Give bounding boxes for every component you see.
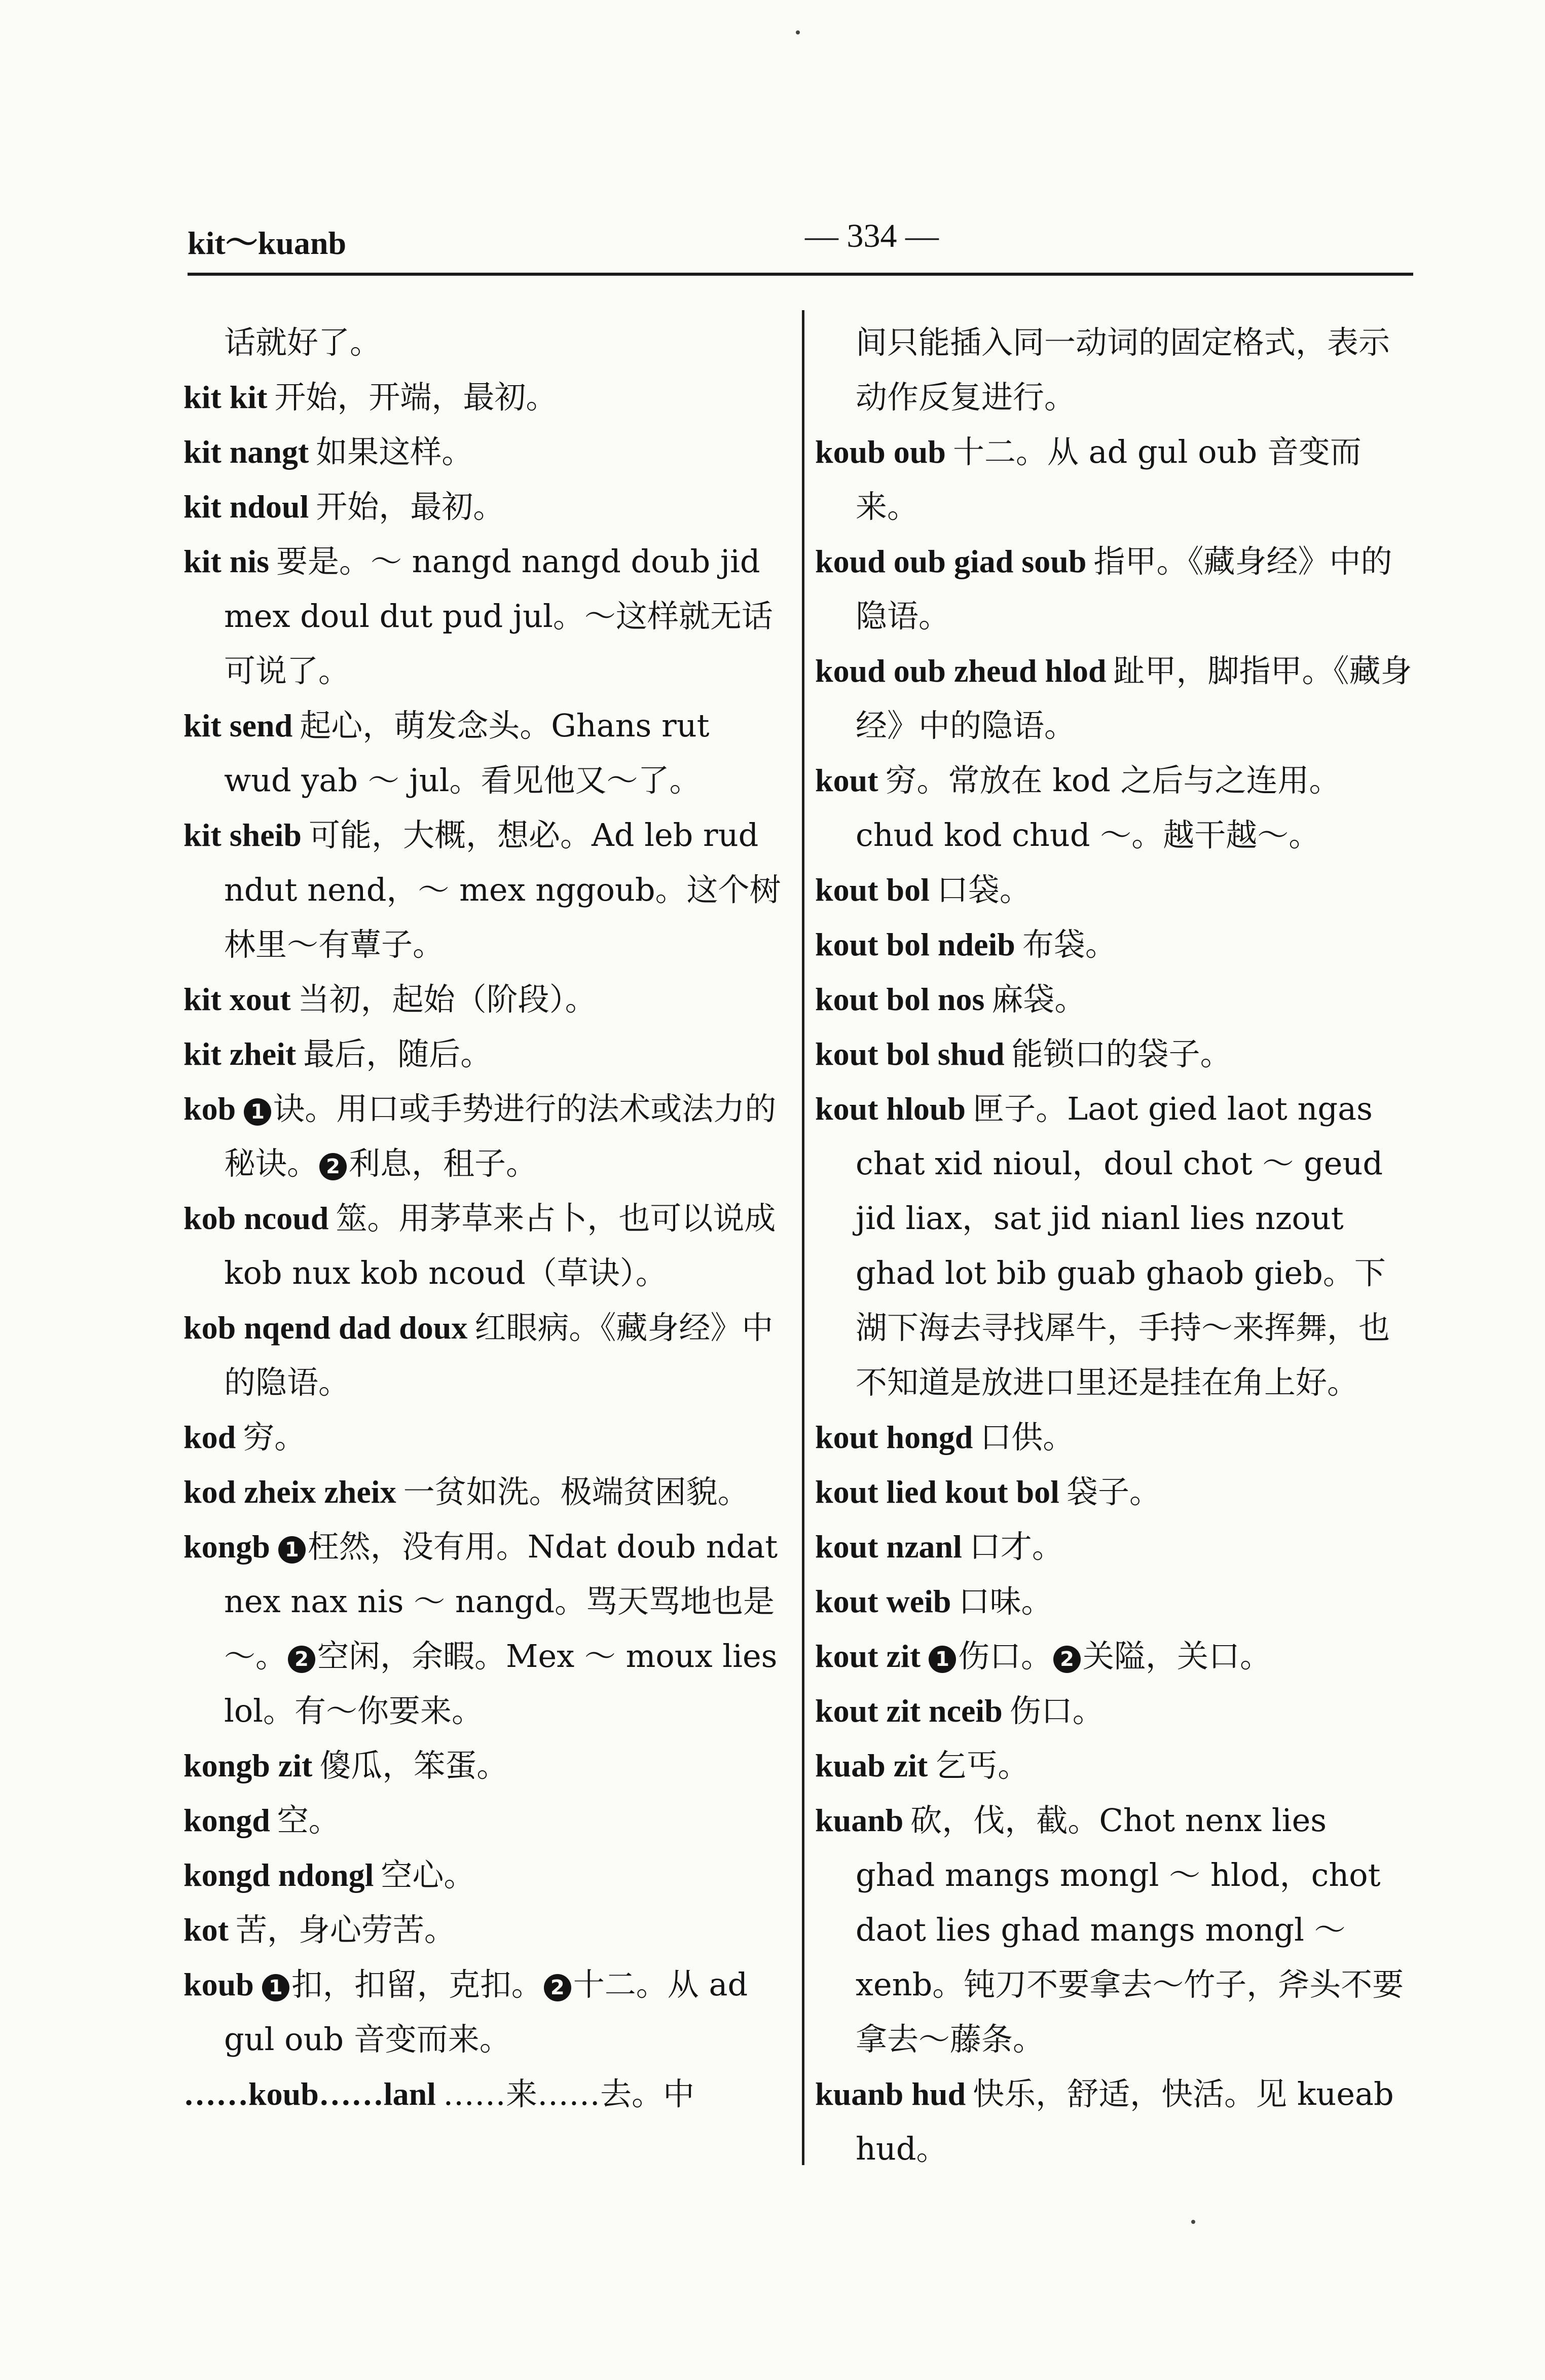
entry-headword: kout lied kout bol [815, 1474, 1059, 1510]
sense-number-badge: 1 [244, 1098, 271, 1126]
entry-headword: kod zheix zheix [183, 1474, 396, 1510]
sense-number-badge: 1 [262, 1974, 289, 2001]
dictionary-entry [183, 1082, 782, 1191]
entry-definition: 傻瓜，笨蛋。 [319, 1747, 508, 1784]
dictionary-entry [183, 370, 782, 425]
entry-headword: kob nqend dad doux [183, 1310, 468, 1346]
dictionary-entry [183, 425, 782, 479]
entry-definition: 空闲，余暇。Mex ～ moux lies lol。有～你要来。 [224, 1638, 778, 1729]
dictionary-entry [815, 1738, 1413, 1793]
entry-definition: 砍，伐，截。Chot nenx lies ghad mangs mongl ～ hlod，chot daot lies ghad mangs mongl ～ xenb。钝刀不要拿去～竹子，斧头不要拿去～藤条。 [856, 1802, 1404, 2058]
entry-headword: koub oub [815, 434, 946, 470]
dictionary-entry [815, 917, 1413, 972]
dictionary-entry [815, 863, 1413, 917]
running-head [188, 213, 1413, 269]
entry-definition: 十二。从 ad gul oub 音变而来。 [224, 1966, 748, 2058]
dictionary-entry [183, 808, 782, 972]
entry-definition: 袋子。 [1066, 1473, 1161, 1510]
dictionary-entry [815, 753, 1413, 863]
entry-headword: kit nis [183, 543, 269, 579]
entry-definition: 红眼病。《藏身经》中的隐语。 [224, 1309, 774, 1401]
entry-headword: kout zit [815, 1638, 921, 1674]
entry-headword: kit ndoul [183, 489, 309, 525]
entry-headword: kout nzanl [815, 1529, 962, 1565]
entry-headword: kongd [183, 1802, 270, 1838]
entry-definition: 关隘，关口。 [1083, 1638, 1272, 1675]
entry-headword: kout bol shud [815, 1036, 1005, 1072]
entry-headword: kongd ndongl [183, 1857, 374, 1893]
sense-number-badge: 2 [544, 1974, 571, 2001]
sense-number-badge: 2 [1053, 1646, 1081, 1673]
dictionary-entry [183, 1191, 782, 1300]
speck-mark [1191, 2220, 1195, 2224]
entry-definition: 起心，萌发念头。Ghans rut wud yab ～ jul。看见他又～了。 [224, 707, 710, 799]
dictionary-entry [815, 972, 1413, 1027]
entry-headword: kob ncoud [183, 1200, 329, 1236]
entry-definition: 当初，起始（阶段）。 [298, 981, 597, 1018]
dictionary-entry [183, 1300, 782, 1410]
entry-headword: kit xout [183, 981, 291, 1017]
left-column [183, 315, 782, 2122]
entry-continuation [815, 315, 1413, 425]
entry-headword: koud oub giad soub [815, 543, 1087, 579]
dictionary-entry [815, 534, 1413, 644]
entry-definition: 快乐，舒适，快活。见 kueab hud。 [856, 2075, 1394, 2167]
dictionary-entry [183, 1848, 782, 1903]
sense-number-badge: 1 [278, 1536, 306, 1564]
entry-definition: 筮。用茅草来占卜，也可以说成 kob nux kob ncoud（草诀）。 [224, 1200, 776, 1291]
entry-headword: kongb [183, 1529, 270, 1565]
dictionary-entry [815, 1465, 1413, 1519]
entry-definition: 苦，身心劳苦。 [235, 1911, 456, 1948]
entry-definition: 麻袋。 [991, 981, 1086, 1018]
entry-headword: kongb zit [183, 1747, 313, 1783]
sense-number-badge: 1 [929, 1646, 956, 1673]
entry-definition: 口袋。 [936, 871, 1031, 908]
dictionary-entry [183, 479, 782, 534]
dictionary-entry [183, 972, 782, 1027]
dictionary-entry [183, 2067, 782, 2122]
entry-headword: koub [183, 1966, 254, 2002]
entry-definition: 口供。 [980, 1419, 1075, 1456]
dictionary-entry [815, 1082, 1413, 1410]
entry-definition: ……来……去。中 [443, 2075, 694, 2112]
entry-headword: kout bol [815, 872, 930, 908]
entry-headword: kuanb hud [815, 2076, 966, 2112]
speck-mark [796, 30, 800, 34]
entry-headword: kob [183, 1091, 236, 1127]
entry-definition: 最后，随后。 [303, 1035, 492, 1072]
entry-headword: kit zheit [183, 1036, 297, 1072]
entry-headword: kit send [183, 708, 293, 743]
entry-headword: kout hongd [815, 1419, 973, 1455]
dictionary-entry [815, 1684, 1413, 1738]
dictionary-entry [815, 1519, 1413, 1574]
dictionary-entry [815, 1027, 1413, 1082]
entry-headword: kit kit [183, 379, 268, 415]
entry-definition: 话就好了。 [224, 324, 382, 361]
entry-definition: 布袋。 [1022, 926, 1117, 963]
entry-definition: 伤口。 [958, 1638, 1053, 1675]
entry-definition: 开始，最初。 [316, 488, 505, 525]
dictionary-entry [183, 1465, 782, 1519]
dictionary-entry [815, 425, 1413, 534]
entry-definition: 利息，租子。 [349, 1145, 538, 1182]
entry-definition: 乞丐。 [935, 1747, 1029, 1784]
entry-definition: 能锁口的袋子。 [1011, 1035, 1232, 1072]
entry-headword: kout [815, 762, 878, 798]
dictionary-entry [815, 2067, 1413, 2176]
entry-headword: kuanb [815, 1802, 904, 1838]
dictionary-entry [183, 698, 782, 808]
dictionary-entry [815, 1410, 1413, 1465]
entry-headword: kuab zit [815, 1747, 928, 1783]
entry-headword: kout bol ndeib [815, 926, 1015, 962]
entry-headword: ……koub……lanl [183, 2076, 436, 2112]
dictionary-entry [183, 1410, 782, 1465]
entry-definition: 伤口。 [1009, 1692, 1104, 1729]
entry-definition: 要是。～ nangd nangd doub jid mex doul dut pud jul。～这样就无话可说了。 [224, 543, 773, 689]
entry-definition: 空心。 [381, 1856, 475, 1893]
dictionary-entry [815, 1629, 1413, 1684]
entry-definition: 指甲。《藏身经》中的隐语。 [856, 543, 1392, 635]
header-rule [188, 273, 1413, 276]
entry-headword: kout zit nceib [815, 1693, 1003, 1729]
entry-continuation [183, 315, 782, 370]
entry-headword: kout weib [815, 1583, 951, 1619]
entry-definition: 十二。从 ad gul oub 音变而来。 [856, 433, 1362, 525]
entry-headword: kot [183, 1912, 229, 1948]
dictionary-entry [183, 534, 782, 698]
entry-definition: 枉然，没有用。Ndat doub ndat nex nax nis ～ nangd。骂天骂地也是～。 [224, 1528, 778, 1675]
entry-definition: 扣，扣留，克扣。 [291, 1966, 543, 2003]
dictionary-entry [183, 1903, 782, 1957]
entry-headword: kod [183, 1419, 236, 1455]
dictionary-entry [183, 1519, 782, 1738]
guide-words: kit～kuanb [188, 225, 347, 261]
entry-definition: 如果这样。 [316, 433, 473, 470]
entry-definition: 穷。 [243, 1419, 306, 1456]
entry-definition: 诀。用口或手势进行的法术或法力的秘诀。 [224, 1090, 777, 1182]
entry-definition: 口味。 [958, 1583, 1053, 1620]
dictionary-entry [183, 1957, 782, 2067]
entry-headword: koud oub zheud hlod [815, 653, 1107, 689]
dictionary-entry [183, 1793, 782, 1848]
entry-definition: 趾甲，脚指甲。《藏身经》中的隐语。 [856, 652, 1412, 744]
entry-definition: 开始，开端，最初。 [274, 379, 558, 416]
entry-headword: kit nangt [183, 434, 309, 470]
entry-definition: 可能，大概，想必。Ad leb rud ndut nend，～ mex nggoub。这个树林里～有蕈子。 [224, 816, 781, 963]
sense-number-badge: 2 [319, 1153, 347, 1180]
right-column [815, 315, 1413, 2176]
dictionary-entry [815, 1574, 1413, 1629]
entry-definition: 匣子。Laot gied laot ngas chat xid nioul，doul chot ～ geud jid liax，sat jid nianl lies nzout ghad lot bib guab ghaob gieb。下湖下海去寻找犀牛，手持～来挥舞，也不知道是放进口里还是挂在角上好。 [856, 1090, 1390, 1401]
entry-headword: kit sheib [183, 817, 302, 853]
dictionary-entry [183, 1027, 782, 1082]
column-divider [802, 310, 804, 2165]
dictionary-entry [815, 1793, 1413, 2067]
entry-headword: kout hloub [815, 1091, 966, 1127]
entry-headword: kout bol nos [815, 981, 985, 1017]
sense-number-badge: 2 [288, 1646, 315, 1673]
entry-definition: 穷。常放在 kod 之后与之连用。chud kod chud ～。越干越～。 [856, 762, 1341, 853]
dictionary-entry [183, 1738, 782, 1793]
entry-definition: 口才。 [969, 1528, 1063, 1565]
page-number: — 334 — [805, 217, 939, 254]
entry-definition: 空。 [277, 1802, 340, 1839]
dictionary-entry [815, 644, 1413, 753]
entry-definition: 间只能插入同一动词的固定格式，表示动作反复进行。 [856, 324, 1390, 416]
entry-definition: 一贫如洗。极端贫困貌。 [403, 1473, 749, 1510]
